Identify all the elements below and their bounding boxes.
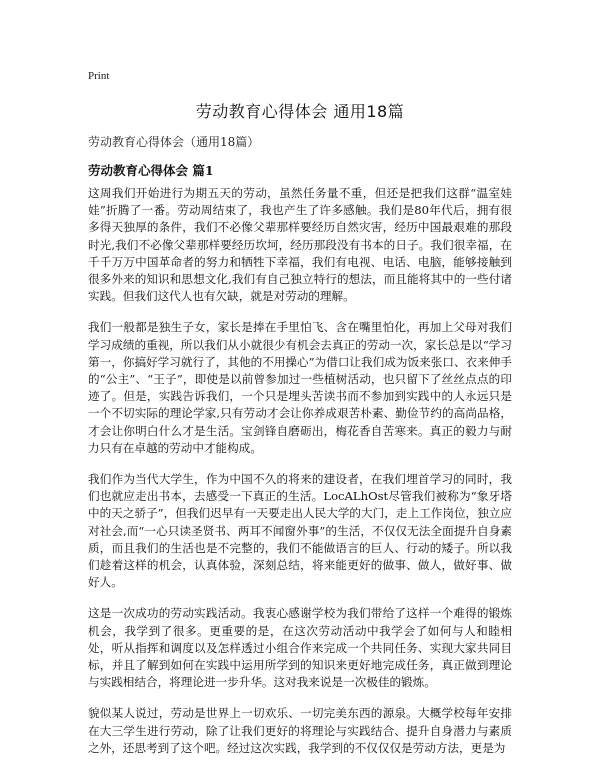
print-label: Print: [88, 70, 110, 82]
paragraph-1: 这周我们开始进行为期五天的劳动，虽然任务量不重，但还是把我们这群“温室娃娃”折腾了一番。劳动周结束了，我也产生了许多感触。我们是80年代后，拥有很多得天独厚的条件，我们不必像父辈那样要经历自然灾害，经历中国最艰难的那段时光,我们不必像父辈那样要经历坎坷，经历那段没有书本的日子。我们很幸福，在千千万万中国革命者的努力和牺牲下幸福，我们有电视、电话、电脑，能够接触到很多外来的知识和思想文化,我们有自己独立特行的想法，而且能将其中的一些付诸实践。但我们这代人也有欠缺，就是对劳动的理解。: [88, 186, 512, 304]
document-body: [88, 185, 512, 771]
paragraph-2: 我们一般都是独生子女，家长是捧在手里怕飞、含在嘴里怕化，再加上父母对我们学习成绩的重视，所以我们从小就很少有机会去真正的劳动一次，家长总是以“学习第一，你搞好学习就行了，其他的不用操心”为借口让我们成为饭来张口、衣来伸手的“公主”、“王子”，即使是以前曾参加过一些植树活动，也只留下了丝丝点点的印迹了。但是，实践告诉我们，一个只是埋头苦读书而不参加到实践中的人永远只是一个不切实际的理论学家,只有劳动才会让你养成艰苦朴素、勤俭节约的高尚品格，才会让你明白什么才是生活。宝剑锋自磨砺出，梅花香自苦寒来。真正的毅力与耐力只有在卓越的劳动中才能构成。: [88, 320, 512, 455]
paragraph-3: 我们作为当代大学生，作为中国不久的将来的建设者，在我们埋首学习的同时，我们也就应走出书本，去感受一下真正的生活。LocALhOst尽管我们被称为“象牙塔中的天之骄子”，但我们迟早有一天要走出人民大学的大门，走上工作岗位，独立应对社会,而“一心只读圣贤书、两耳不闻窗外事”的生活，不仅仅无法全面提升自身素质，而且我们的生活也是不完整的，我们不能做语言的巨人、行动的矮子。所以我们趁着这样的机会，认真体验，深刻总结，将来能更好的做事、做人，做好事、做好人。: [88, 472, 512, 590]
paragraph-4: 这是一次成功的劳动实践活动。我衷心感谢学校为我们带给了这样一个难得的锻炼机会，我学到了很多。更重要的是，在这次劳动活动中我学会了如何与人和睦相处，听从指挥和调度以及怎样透过小组合作来完成一个共同任务、实现大家共同目标，并且了解到如何在实践中运用所学到的知识来更好地完成任务，真正做到理论与实践相结合，将理论进一步升华。这对我来说是一次极佳的锻炼。: [88, 606, 512, 690]
section-heading: 劳动教育心得体会 篇1: [88, 163, 214, 178]
document-subtitle: 劳动教育心得体会（通用18篇）: [88, 135, 260, 149]
paragraph-5: 貌似某人说过，劳动是世界上一切欢乐、一切完美东西的源泉。大概学校每年安排在大三学生进行劳动，除了让我们更好的将理论与实践结合、提升自身潜力与素质之外，还思考到了这个吧。经过这次实践，我学到的不仅仅仅是劳动方法，更是为: [88, 706, 512, 755]
document-title: 劳动教育心得体会 通用18篇: [195, 102, 405, 121]
